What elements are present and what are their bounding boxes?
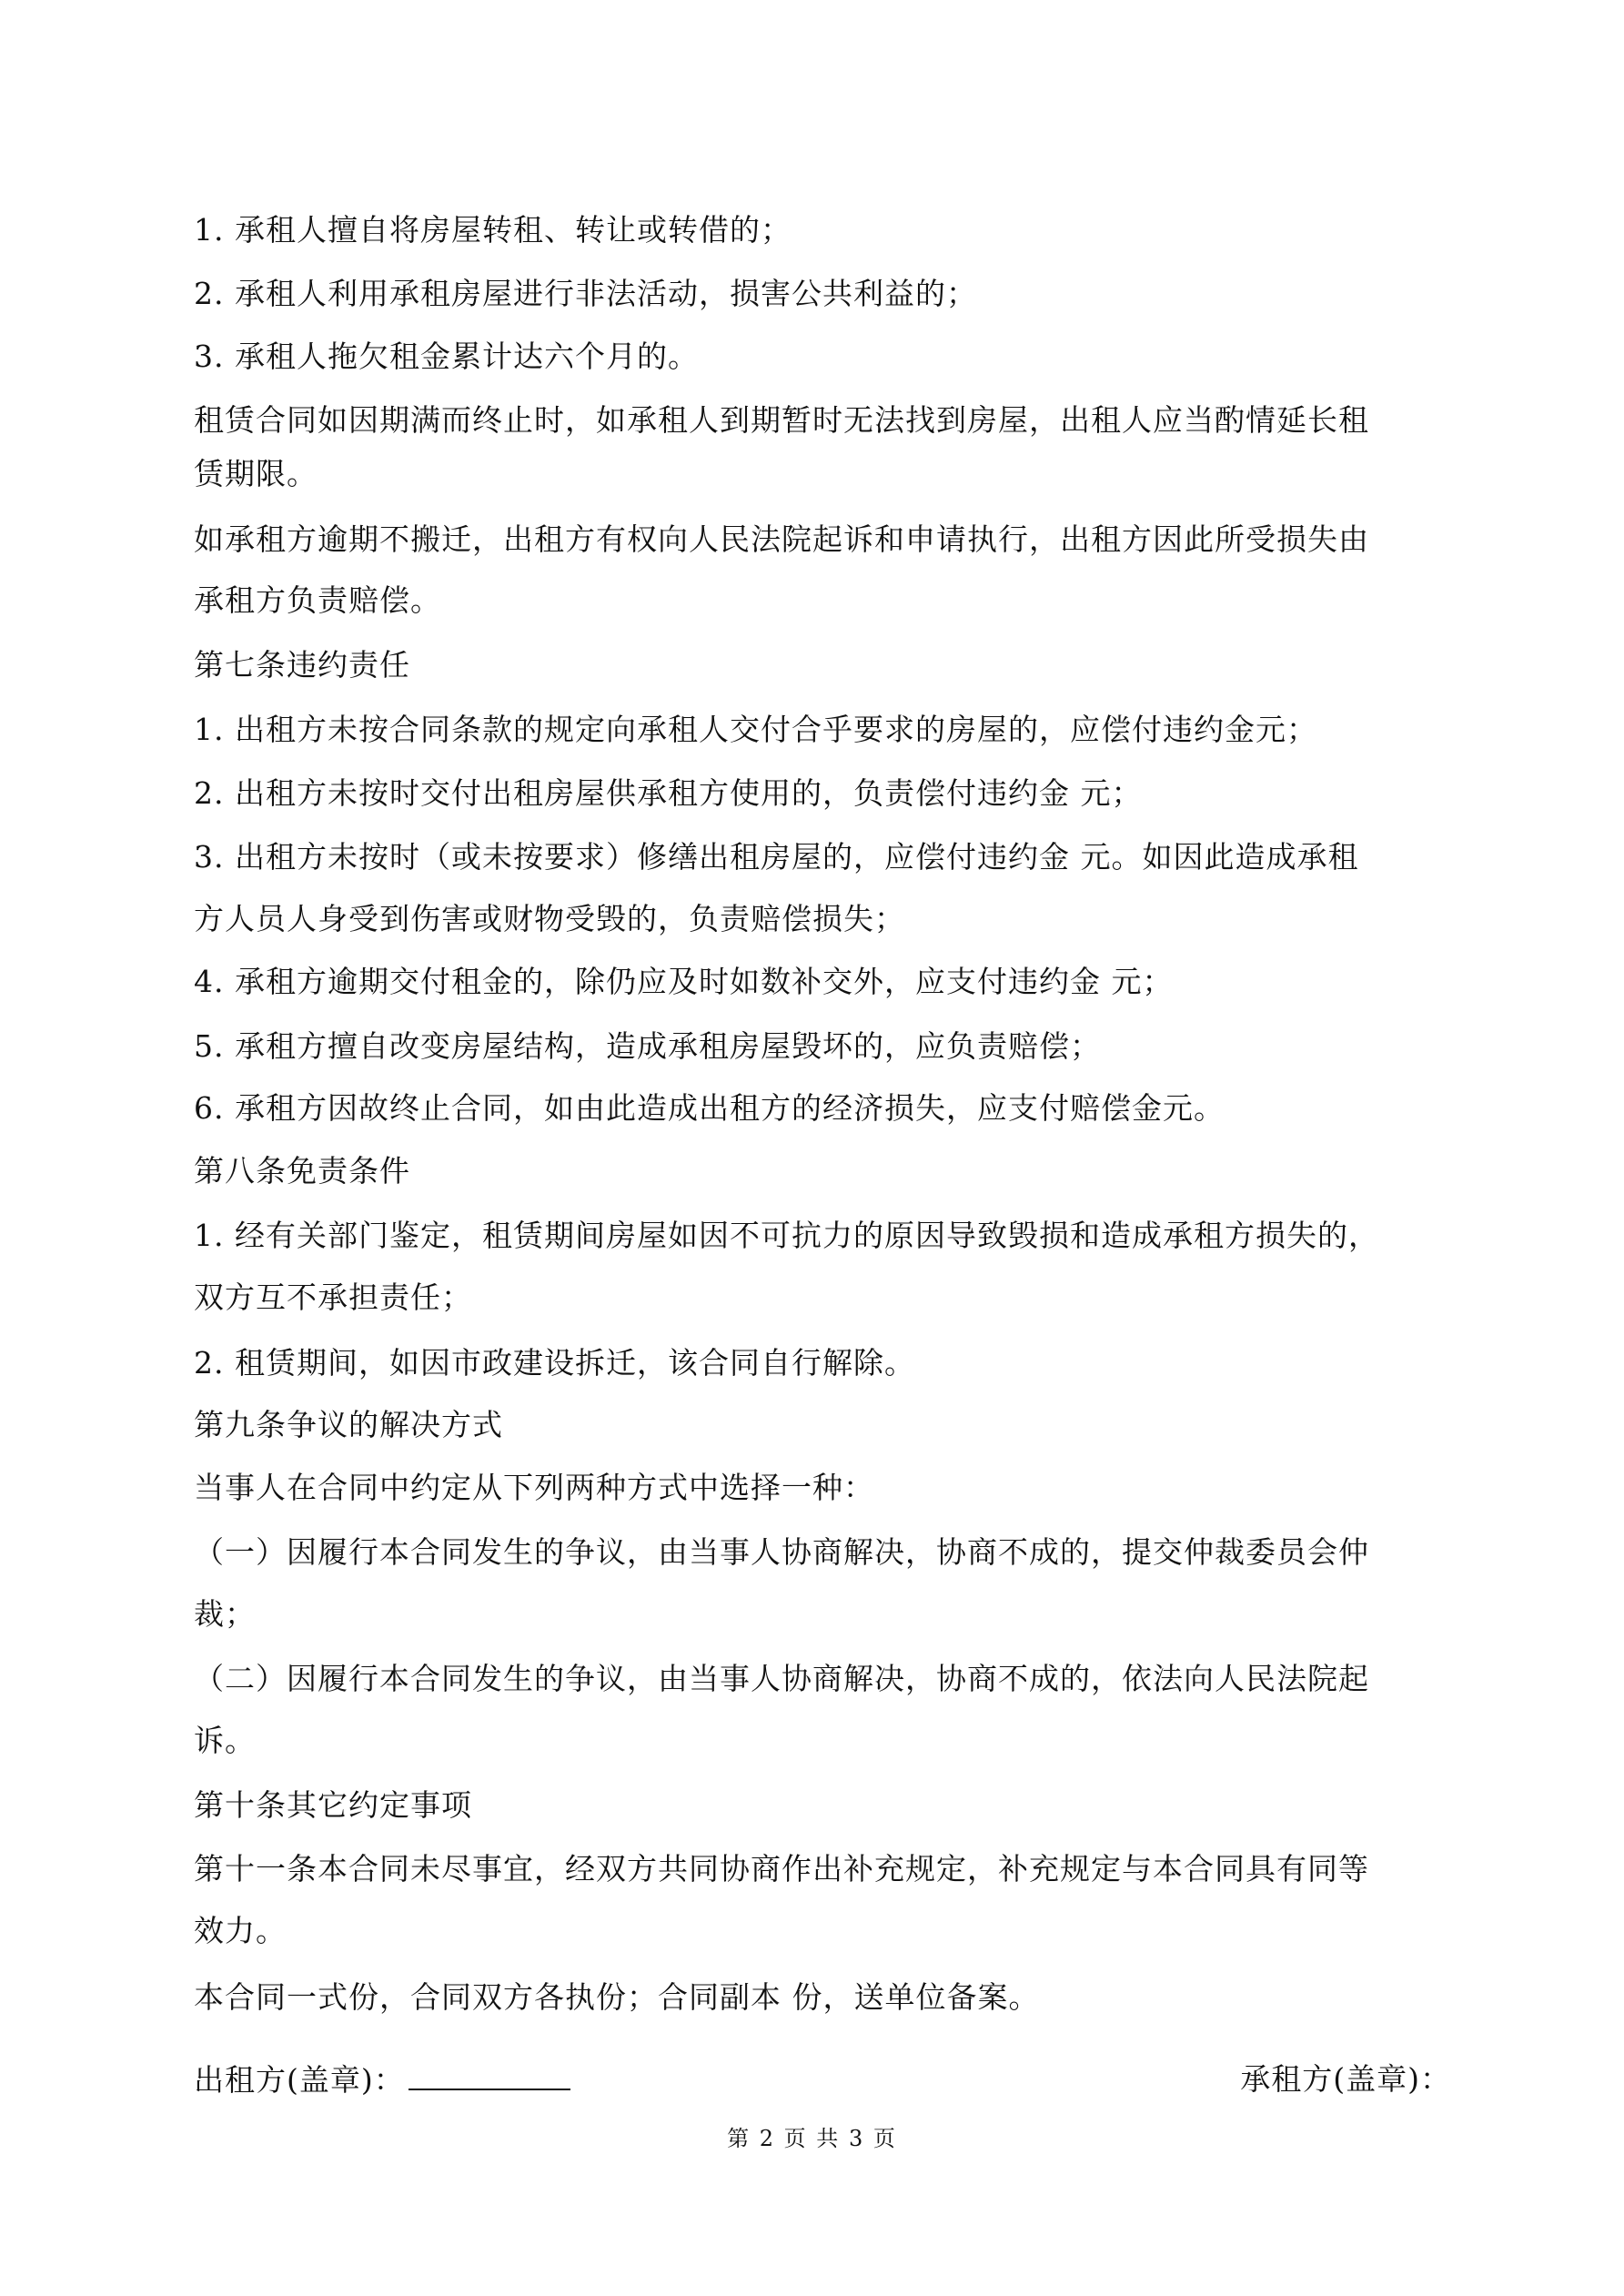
clause-line: 1. 经有关部门鉴定，租赁期间房屋如因不可抗力的原因导致毁损和造成承租方损失的， xyxy=(194,1218,1379,1253)
clause-line: 1. 出租方未按合同条款的规定向承租人交付合乎要求的房屋的，应偿付违约金元； xyxy=(194,712,1317,747)
clause-line: 方人员人身受到伤害或财物受毁的，负责赔偿损失； xyxy=(194,901,905,936)
section-heading: 第九条争议的解决方式 xyxy=(194,1407,503,1442)
clause-line: 1. 承租人擅自将房屋转租、转让或转借的； xyxy=(194,212,792,248)
paragraph-line: 第十一条本合同未尽事宜，经双方共同协商作出补充规定，补充规定与本合同具有同等 xyxy=(194,1851,1369,1886)
clause-line: 5. 承租方擅自改变房屋结构，造成承租房屋毁坏的，应负责赔偿； xyxy=(194,1028,1101,1064)
clause-line: 2. 出租方未按时交付出租房屋供承租方使用的，负责偿付违约金 元； xyxy=(194,775,1143,811)
lessee-label: 承租方(盖章)： xyxy=(1240,2061,1451,2097)
clause-line: 2. 承租人利用承租房屋进行非法活动，损害公共利益的； xyxy=(194,276,977,311)
clause-line: 双方互不承担责任； xyxy=(194,1279,472,1315)
clause-line: 诉。 xyxy=(194,1723,256,1758)
page-number-footer: 第 2 页 共 3 页 xyxy=(727,2126,897,2151)
lessor-label: 出租方(盖章)： xyxy=(194,2062,405,2098)
clause-line: 3. 出租方未按时（或未按要求）修缮出租房屋的，应偿付违约金 元。如因此造成承租 xyxy=(194,839,1359,875)
lessor-signature xyxy=(194,2061,570,2099)
clause-line: 裁； xyxy=(194,1596,256,1632)
section-heading: 第十条其它约定事项 xyxy=(194,1787,472,1823)
clause-line: 3. 承租人拖欠租金累计达六个月的。 xyxy=(194,339,699,374)
paragraph-line: 本合同一式份，合同双方各执份；合同副本 份，送单位备案。 xyxy=(194,1979,1040,2015)
clause-line: 4. 承租方逾期交付租金的，除仍应及时如数补交外，应支付违约金 元； xyxy=(194,964,1174,999)
clause-line: 6. 承租方因故终止合同，如由此造成出租方的经济损失，应支付赔偿金元。 xyxy=(194,1090,1225,1126)
clause-line: （一）因履行本合同发生的争议，由当事人协商解决，协商不成的，提交仲裁委员会仲 xyxy=(194,1534,1369,1570)
clause-line: 2. 租赁期间，如因市政建设拆迁，该合同自行解除。 xyxy=(194,1345,915,1381)
paragraph-line: 效力。 xyxy=(194,1913,287,1948)
lessee-signature xyxy=(1240,2061,1451,2098)
paragraph-line: 当事人在合同中约定从下列两种方式中选择一种： xyxy=(194,1470,874,1505)
paragraph-line: 如承租方逾期不搬迁，出租方有权向人民法院起诉和申请执行，出租方因此所受损失由 xyxy=(194,521,1369,557)
paragraph-line: 赁期限。 xyxy=(194,456,318,491)
section-heading: 第七条违约责任 xyxy=(194,647,410,683)
clause-line: （二）因履行本合同发生的争议，由当事人协商解决，协商不成的，依法向人民法院起 xyxy=(194,1661,1369,1696)
lessor-signature-blank xyxy=(409,2061,570,2090)
paragraph-line: 承租方负责赔偿。 xyxy=(194,582,441,618)
section-heading: 第八条免责条件 xyxy=(194,1153,410,1188)
paragraph-line: 租赁合同如因期满而终止时，如承租人到期暂时无法找到房屋，出租人应当酌情延长租 xyxy=(194,402,1369,438)
